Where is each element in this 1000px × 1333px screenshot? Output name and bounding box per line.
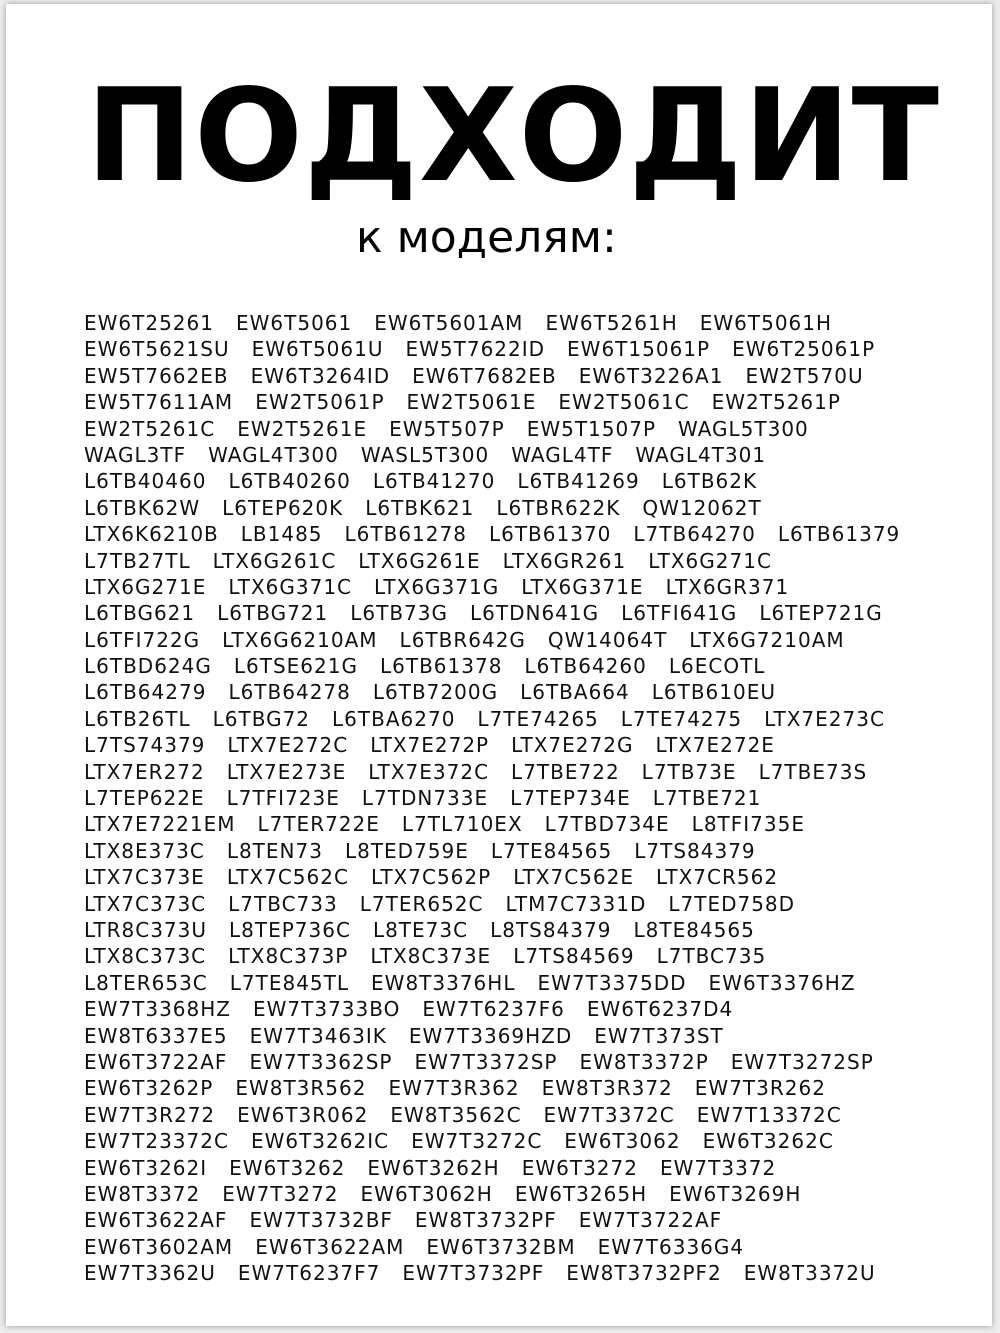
model-code: EW6T3R062 bbox=[237, 1102, 369, 1127]
model-code: L7TER722E bbox=[257, 812, 380, 837]
model-code: L7TFI723E bbox=[226, 786, 340, 811]
model-code: L6TEP721G bbox=[759, 601, 883, 626]
model-code: L7TBE73S bbox=[758, 759, 868, 784]
model-code: EW6T3622AM bbox=[255, 1234, 405, 1259]
model-code: EW6T3226A1 bbox=[578, 363, 724, 388]
model-row bbox=[84, 811, 964, 837]
model-code: EW6T15061P bbox=[567, 337, 711, 362]
model-code: L6TBK621 bbox=[365, 495, 475, 520]
model-code: L7TB27TL bbox=[84, 548, 191, 573]
model-code: EW6T5061 bbox=[235, 311, 353, 335]
model-code: WAGL4TF bbox=[511, 442, 614, 467]
model-code: EW7T3368HZ bbox=[84, 997, 231, 1022]
model-code: LTX7E272P bbox=[370, 733, 490, 758]
model-code: LTX8E373C bbox=[84, 838, 205, 863]
model-code: L7TE74275 bbox=[620, 706, 743, 731]
model-code: LTX7C373C bbox=[84, 891, 207, 916]
model-code: EW8T3732PF bbox=[414, 1208, 557, 1233]
model-code: EW6T3062 bbox=[564, 1129, 681, 1154]
model-code: L6TB62K bbox=[661, 469, 758, 494]
model-code: L6TB41270 bbox=[372, 469, 496, 494]
model-row bbox=[84, 495, 964, 521]
model-row bbox=[84, 970, 964, 996]
model-code: EW7T3375DD bbox=[537, 970, 687, 995]
model-code: L7TS74379 bbox=[84, 733, 206, 758]
model-code: LTX7E272E bbox=[655, 733, 775, 758]
model-row bbox=[84, 1260, 964, 1286]
model-code: EW6T6237D4 bbox=[586, 997, 734, 1022]
model-row bbox=[84, 1207, 964, 1233]
model-code: EW7T3272SP bbox=[730, 1049, 874, 1074]
model-row bbox=[84, 1102, 964, 1128]
model-code: L6TB26TL bbox=[84, 706, 191, 731]
model-code: EW8T3372U bbox=[743, 1261, 876, 1286]
document-page bbox=[6, 4, 992, 1326]
model-row bbox=[84, 891, 964, 917]
model-code: WAGL4T300 bbox=[208, 442, 339, 467]
model-code: EW8T3372P bbox=[579, 1049, 709, 1074]
model-code: EW6T3262IC bbox=[250, 1129, 390, 1154]
model-code: L7TE845TL bbox=[229, 970, 350, 995]
model-code: EW7T3362U bbox=[84, 1261, 216, 1286]
model-code: EW7T3R272 bbox=[84, 1102, 216, 1127]
model-code: EW7T6237F6 bbox=[422, 997, 565, 1022]
model-code: EW8T3R372 bbox=[541, 1076, 673, 1101]
model-code: L6TB40260 bbox=[228, 469, 351, 494]
model-code: EW6T5061H bbox=[699, 311, 833, 335]
model-code: LTX7C562E bbox=[513, 865, 634, 890]
model-code: L8TE84565 bbox=[633, 917, 755, 942]
model-code: L8TER653C bbox=[84, 970, 208, 995]
model-code: EW6T3376HZ bbox=[708, 970, 856, 995]
model-row bbox=[84, 759, 964, 785]
model-code: L7TS84379 bbox=[634, 838, 756, 863]
model-code: EW2T5061E bbox=[406, 390, 537, 415]
model-code: L6TBG621 bbox=[84, 601, 196, 626]
model-code: L7TL710EX bbox=[401, 812, 523, 837]
model-code: EW8T3376HL bbox=[371, 970, 516, 995]
model-code: EW6T5601AM bbox=[374, 311, 524, 335]
model-code: EW7T3372 bbox=[659, 1155, 777, 1180]
model-row bbox=[84, 1234, 964, 1260]
model-row bbox=[84, 336, 964, 362]
model-code: EW6T25261 bbox=[84, 311, 214, 335]
model-code: LTX6G7210AM bbox=[689, 627, 845, 652]
model-row bbox=[84, 1128, 964, 1154]
page-title: ПОДХОДИТ bbox=[86, 62, 940, 211]
model-code: EW6T3269H bbox=[669, 1181, 802, 1206]
model-code: L6TB61370 bbox=[488, 522, 612, 547]
model-row bbox=[84, 732, 964, 758]
model-code: L6TBG72 bbox=[212, 706, 311, 731]
model-code: EW6T5621SU bbox=[84, 337, 230, 362]
model-code: EW7T3372SP bbox=[414, 1049, 558, 1074]
model-code: EW6T3264ID bbox=[250, 363, 391, 388]
model-code: EW6T3732BM bbox=[426, 1234, 576, 1259]
model-code: L6TFI722G bbox=[84, 627, 201, 652]
model-code: LTX6GR261 bbox=[502, 548, 627, 573]
model-row bbox=[84, 996, 964, 1022]
model-code: L6TB73G bbox=[350, 601, 449, 626]
model-code: EW6T3602AM bbox=[84, 1234, 234, 1259]
model-code: EW7T3732BF bbox=[249, 1208, 393, 1233]
model-code: L7TE74265 bbox=[477, 706, 599, 731]
model-code: L6TEP620K bbox=[222, 495, 344, 520]
model-code: EW7T3362SP bbox=[249, 1049, 393, 1074]
model-code: LTX7E272G bbox=[511, 733, 634, 758]
model-code: EW7T23372C bbox=[84, 1129, 229, 1154]
model-row bbox=[84, 627, 964, 653]
model-code: L7TBE722 bbox=[511, 759, 620, 784]
model-row bbox=[84, 600, 964, 626]
model-code: L7TBE721 bbox=[652, 786, 762, 811]
model-code: L6TB41269 bbox=[517, 469, 640, 494]
model-code: L6TB7200G bbox=[372, 680, 499, 705]
model-code: L7TB73E bbox=[641, 759, 737, 784]
model-code: EW6T3262H bbox=[367, 1155, 500, 1180]
model-code: L7TS84569 bbox=[513, 944, 635, 969]
model-code: LTX6G271E bbox=[84, 574, 207, 599]
model-code: WASL5T300 bbox=[360, 442, 490, 467]
model-code: L7TBD734E bbox=[544, 812, 670, 837]
model-code: L7TBC733 bbox=[228, 891, 338, 916]
model-row bbox=[84, 389, 964, 415]
model-code: LTX7E273E bbox=[226, 759, 347, 784]
model-code: LTX7E272C bbox=[227, 733, 349, 758]
model-row bbox=[84, 416, 964, 442]
model-code: EW7T3R362 bbox=[388, 1076, 520, 1101]
model-row bbox=[84, 679, 964, 705]
model-code: L6TB61379 bbox=[777, 522, 901, 547]
model-row bbox=[84, 1075, 964, 1101]
model-code: L7TEP734E bbox=[510, 786, 631, 811]
model-row bbox=[84, 363, 964, 389]
model-code: L6TSE621G bbox=[233, 654, 358, 679]
model-code: L6TBR642G bbox=[399, 627, 526, 652]
model-row bbox=[84, 943, 964, 969]
model-code: EW6T3272 bbox=[521, 1155, 638, 1180]
model-code: L7TBC735 bbox=[656, 944, 767, 969]
model-code: L6TB40460 bbox=[84, 469, 207, 494]
model-code: EW2T570U bbox=[745, 363, 864, 388]
model-code: LTR8C373U bbox=[84, 917, 208, 942]
model-code: L6TB64279 bbox=[84, 680, 207, 705]
model-code: EW2T5261P bbox=[711, 390, 841, 415]
model-code: EW7T6237F7 bbox=[237, 1261, 381, 1286]
model-code: EW7T3272 bbox=[222, 1181, 339, 1206]
model-code: L7TER652C bbox=[359, 891, 484, 916]
model-code: LTX7E7221EM bbox=[84, 812, 236, 837]
model-code: LTX7ER272 bbox=[84, 759, 205, 784]
model-code: EW6T3262P bbox=[84, 1076, 214, 1101]
model-code: EW7T3463IK bbox=[249, 1023, 387, 1048]
model-code: EW6T3722AF bbox=[84, 1049, 228, 1074]
model-code: EW6T5261H bbox=[545, 311, 678, 335]
model-code: EW6T3265H bbox=[514, 1181, 648, 1206]
model-code: EW7T3732PF bbox=[402, 1261, 545, 1286]
model-code: LTX6G371C bbox=[228, 574, 353, 599]
model-code: LTX6G271C bbox=[648, 548, 772, 573]
model-code: EW7T3722AF bbox=[578, 1208, 723, 1233]
model-code: EW7T3372C bbox=[543, 1102, 675, 1127]
model-code: LTX6G6210AM bbox=[222, 627, 378, 652]
model-row bbox=[84, 1023, 964, 1049]
model-row bbox=[84, 574, 964, 600]
model-code: EW2T5261C bbox=[84, 416, 216, 441]
model-code: L6TBR622K bbox=[496, 495, 621, 520]
model-code: L6TBD624G bbox=[84, 654, 212, 679]
model-code: EW8T3372 bbox=[84, 1181, 201, 1206]
model-code: WAGL3TF bbox=[84, 442, 187, 467]
model-code: EW6T3262I bbox=[84, 1155, 208, 1180]
model-row bbox=[84, 310, 964, 336]
model-code: EW6T3262C bbox=[702, 1129, 834, 1154]
model-code: EW2T5061P bbox=[255, 390, 385, 415]
model-code: L6TBK62W bbox=[84, 495, 201, 520]
model-row bbox=[84, 521, 964, 547]
model-code: EW5T507P bbox=[389, 416, 505, 441]
model-row bbox=[84, 468, 964, 494]
model-code: EW6T5061U bbox=[251, 337, 384, 362]
model-code: L6TB61278 bbox=[344, 522, 467, 547]
model-code: L6TDN641G bbox=[470, 601, 600, 626]
model-code: L6TB64260 bbox=[524, 654, 647, 679]
model-code: EW5T7611AM bbox=[84, 390, 234, 415]
model-row bbox=[84, 706, 964, 732]
model-code: LTX6G261E bbox=[358, 548, 481, 573]
model-code: LTX7C562C bbox=[226, 865, 349, 890]
model-code: EW8T3562C bbox=[390, 1102, 522, 1127]
model-row bbox=[84, 1155, 964, 1181]
model-code: L6TB64278 bbox=[228, 680, 351, 705]
model-code: L6TBA6270 bbox=[332, 706, 456, 731]
model-code: L8TEP736C bbox=[229, 917, 351, 942]
model-code: EW7T13372C bbox=[696, 1102, 842, 1127]
model-row bbox=[84, 653, 964, 679]
model-code: L6TBG721 bbox=[217, 601, 329, 626]
model-code: L7TED758D bbox=[668, 891, 796, 916]
model-code: EW7T3272C bbox=[411, 1129, 543, 1154]
model-code: LTX7E372C bbox=[368, 759, 490, 784]
model-code: EW7T373ST bbox=[594, 1023, 724, 1048]
model-code: EW8T3R562 bbox=[235, 1076, 367, 1101]
model-code: EW2T5261E bbox=[237, 416, 368, 441]
model-code: EW6T25061P bbox=[732, 337, 876, 362]
model-code: EW6T3622AF bbox=[84, 1208, 228, 1233]
model-code: L8TS84379 bbox=[490, 917, 612, 942]
model-row bbox=[84, 838, 964, 864]
model-code: EW6T7682EB bbox=[412, 363, 557, 388]
model-code: EW7T3733BO bbox=[253, 997, 401, 1022]
model-code: L7TE84565 bbox=[490, 838, 613, 863]
model-row bbox=[84, 785, 964, 811]
model-row bbox=[84, 548, 964, 574]
model-code: LTX8C373P bbox=[228, 944, 349, 969]
model-code: L8TFI735E bbox=[691, 812, 805, 837]
model-code: LTX8C373C bbox=[84, 944, 207, 969]
model-code: EW5T7622ID bbox=[405, 337, 546, 362]
model-code: L7TDN733E bbox=[361, 786, 489, 811]
model-code: QW14064T bbox=[547, 627, 668, 652]
model-code: L8TED759E bbox=[344, 838, 469, 863]
model-row bbox=[84, 917, 964, 943]
model-code: L8TE73C bbox=[372, 917, 469, 942]
model-row bbox=[84, 442, 964, 468]
model-code: L7TB64270 bbox=[633, 522, 756, 547]
model-code: L6TFI641G bbox=[621, 601, 738, 626]
model-code: LTX7C562P bbox=[370, 865, 492, 890]
model-code: EW5T7662EB bbox=[84, 363, 229, 388]
model-code: LTX8C373E bbox=[370, 944, 492, 969]
model-code: L7TEP622E bbox=[84, 786, 205, 811]
model-code: L6ECOTL bbox=[668, 654, 766, 679]
model-code: QW12062T bbox=[642, 495, 762, 520]
model-code: LTX7C373E bbox=[84, 865, 205, 890]
model-code: LTX6G371E bbox=[521, 574, 644, 599]
model-code: EW7T3369HZD bbox=[408, 1023, 573, 1048]
model-row bbox=[84, 1049, 964, 1075]
model-code: LTX6K6210B bbox=[84, 522, 219, 547]
model-code: LTX7CR562 bbox=[656, 865, 779, 890]
model-code: L6TB61378 bbox=[379, 654, 503, 679]
model-code: L6TBA664 bbox=[520, 680, 630, 705]
model-code: EW5T1507P bbox=[526, 416, 657, 441]
model-code: EW8T3732PF2 bbox=[566, 1261, 722, 1286]
model-code: EW6T3262 bbox=[229, 1155, 346, 1180]
model-code: L6TB610EU bbox=[651, 680, 777, 705]
model-code: LTX7E273C bbox=[764, 706, 885, 731]
model-list bbox=[84, 310, 964, 1286]
model-code: L8TEN73 bbox=[226, 838, 323, 863]
model-row bbox=[84, 864, 964, 890]
model-code: WAGL5T300 bbox=[678, 416, 809, 441]
model-row bbox=[84, 1181, 964, 1207]
model-code: LTM7C7331D bbox=[505, 891, 647, 916]
page-subtitle: к моделям: bbox=[356, 212, 617, 263]
model-code: LB1485 bbox=[240, 522, 323, 547]
model-code: EW6T3062H bbox=[360, 1181, 493, 1206]
model-code: WAGL4T301 bbox=[635, 442, 767, 467]
model-code: EW7T3R262 bbox=[694, 1076, 826, 1101]
model-code: LTX6GR371 bbox=[665, 574, 790, 599]
model-code: EW7T6336G4 bbox=[597, 1234, 745, 1259]
model-code: EW8T6337E5 bbox=[84, 1023, 228, 1048]
model-code: LTX6G261C bbox=[212, 548, 337, 573]
model-code: LTX6G371G bbox=[374, 574, 500, 599]
model-code: EW2T5061C bbox=[558, 390, 690, 415]
